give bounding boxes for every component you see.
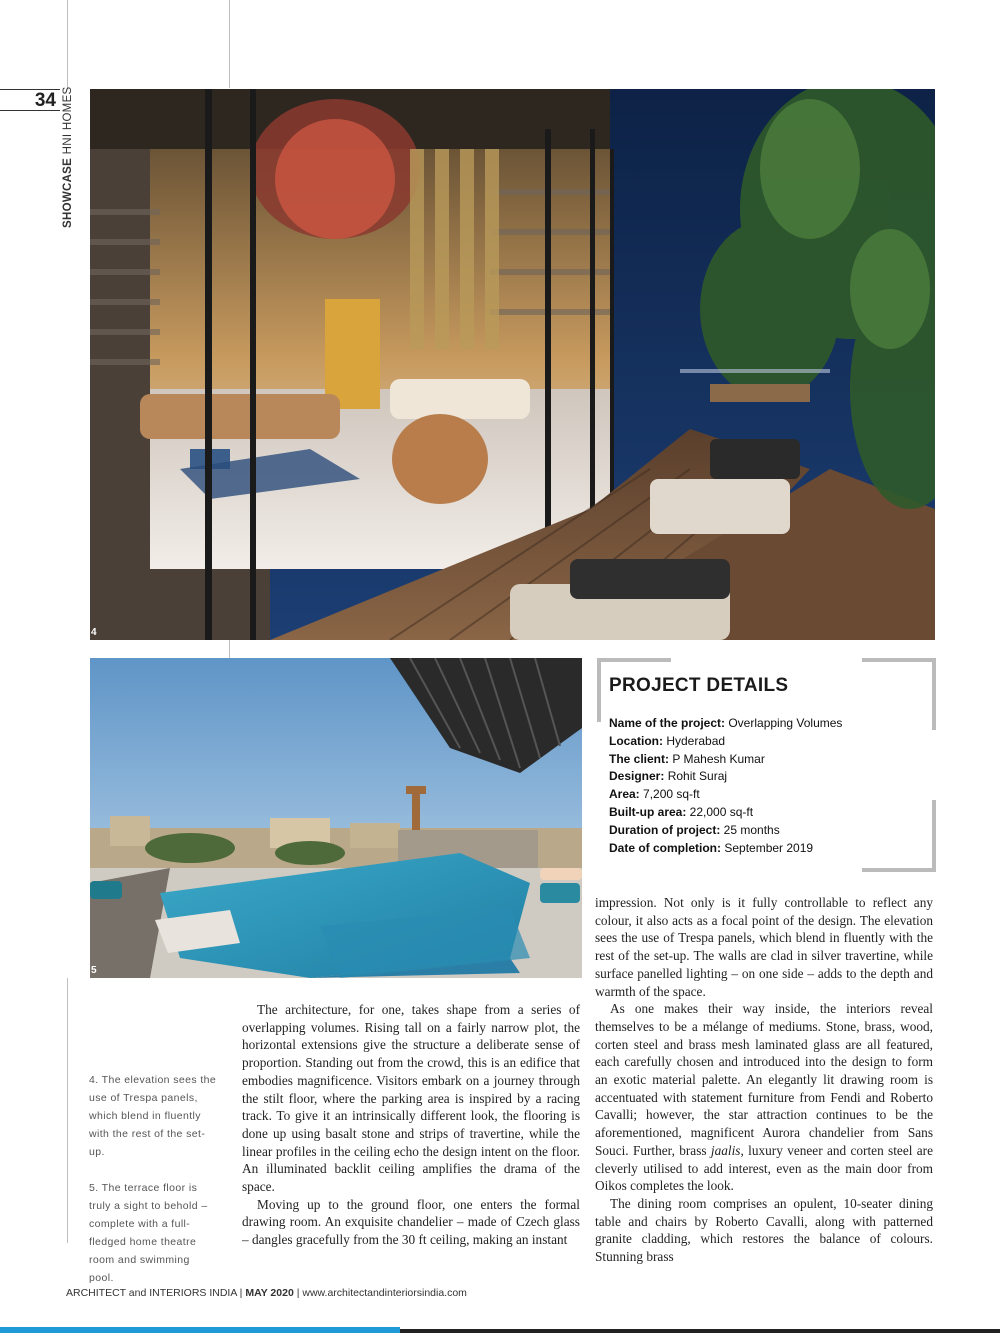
detail-label: Name of the project:	[609, 716, 726, 730]
column-rule-mid-lower	[229, 640, 230, 658]
body-paragraph	[595, 1000, 933, 1195]
body-paragraph: impression. Not only is it fully controllable to reflect any colour, it also acts as a focal point of the design. The elevation sees the use of Trespa panels, which blend in fluently with the rest of the set-up. The walls are clad in silver travertine, while surface panelled lighting – on one side – adds to the depth and warmth of the space.	[595, 895, 933, 999]
detail-value: 7,200 sq-ft	[639, 787, 700, 802]
detail-label: Location:	[609, 733, 663, 748]
detail-value: 22,000 sq-ft	[686, 804, 754, 819]
detail-location	[609, 733, 929, 751]
figure-number-5: 5	[91, 965, 97, 976]
section-label-bold: SHOWCASE	[62, 157, 74, 228]
detail-value: Overlapping Volumes	[725, 716, 843, 730]
detail-label: Built-up area:	[609, 804, 687, 819]
bottom-accent-bar	[0, 1327, 400, 1333]
body-paragraph: Moving up to the ground floor, one enters the formal drawing room. An exquisite chandelier – made of Czech glass – dangles gracefully from the 30 ft ceiling, making an instant	[242, 1196, 580, 1248]
body-text: , luxury veneer and corten steel are cleverly utilised to add interest, even as the main door from Oikos completes the look.	[595, 1142, 933, 1194]
captions	[89, 1071, 217, 1305]
column-rule-left	[67, 0, 68, 88]
footer-issue: MAY 2020	[245, 1287, 294, 1299]
body-text: As one makes their way inside, the interiors reveal themselves to be a mélange of mediums. Stone, brass, wood, corten steel and brass mesh laminated glass are all featured, each carefully chosen and introduced into the design to form an exotic material palette. An elegantly lit drawing room is accentuated with statement furniture from Fendi and Roberto Cavalli; however, the star attraction continues to be the aforementioned, magnificent Aurora chandelier from Sans Souci. Further, brass	[595, 1001, 933, 1158]
body-column-right	[595, 894, 933, 1266]
detail-label: Designer:	[609, 769, 665, 784]
detail-designer	[609, 768, 929, 786]
column-rule-mid	[229, 0, 230, 88]
detail-label: Area:	[609, 787, 640, 802]
footer-separator: |	[293, 1287, 303, 1299]
body-column-left	[242, 1001, 580, 1249]
detail-label: Duration of project:	[609, 822, 721, 837]
section-label-rest: HNI HOMES	[62, 86, 74, 158]
footer	[66, 1287, 467, 1299]
footer-separator: |	[236, 1287, 246, 1299]
photo-terrace-night	[90, 89, 935, 640]
detail-value: Hyderabad	[663, 733, 726, 748]
project-details-list	[609, 715, 929, 857]
detail-value: 25 months	[720, 822, 780, 837]
footer-url: www.architectandinteriorsindia.com	[302, 1287, 467, 1299]
pool-illustration	[90, 658, 582, 978]
detail-project-name	[609, 715, 929, 733]
detail-value: P Mahesh Kumar	[669, 751, 765, 766]
body-text-italic: jaalis	[710, 1142, 741, 1158]
caption-figure-4: 4. The elevation sees the use of Trespa panels, which blend in fluently with the rest of the set-up.	[89, 1074, 217, 1158]
section-label	[62, 88, 84, 228]
terrace-night-illustration	[90, 89, 935, 640]
footer-magazine: ARCHITECT and INTERIORS INDIA	[66, 1287, 237, 1299]
page-number: 34	[0, 89, 60, 111]
figure-number-4: 4	[91, 627, 97, 638]
project-details-title: PROJECT DETAILS	[609, 675, 789, 696]
body-paragraph: The dining room comprises an opulent, 10-seater dining table and chairs by Roberto Cavalli, along with patterned granite cladding, which restores the balance of colours. Stunning brass	[595, 1195, 933, 1265]
detail-label: The client:	[609, 751, 670, 766]
detail-value: September 2019	[721, 840, 814, 855]
caption-figure-5: 5. The terrace floor is truly a sight to behold – complete with a full-fledged home theatre room and swimming pool.	[89, 1182, 208, 1284]
bottom-dark-bar	[400, 1329, 1000, 1333]
column-rule-left-lower	[67, 978, 68, 1243]
photo-pool	[90, 658, 582, 978]
detail-completion-date	[609, 840, 929, 858]
detail-built-up-area	[609, 804, 929, 822]
detail-client	[609, 751, 929, 769]
body-paragraph: The architecture, for one, takes shape from a series of overlapping volumes. Rising tall on a fairly narrow plot, the horizontal extensions give the structure a deliberate sense of proportion. Standing out from the crowd, this is an edifice that embodies magnificence. Visitors embark on a journey through the stilt floor, where the parking area is inspired by a racing track. To give it an intrinsically different look, the flooring is done up using basalt stone and strips of travertine, while the linear profiles in the ceiling echo the design intent on the floor. An illuminated backlit ceiling amplifies the drama of the space.	[242, 1002, 580, 1195]
detail-label: Date of completion:	[609, 840, 722, 855]
detail-duration	[609, 822, 929, 840]
detail-area	[609, 786, 929, 804]
detail-value: Rohit Suraj	[664, 769, 728, 784]
